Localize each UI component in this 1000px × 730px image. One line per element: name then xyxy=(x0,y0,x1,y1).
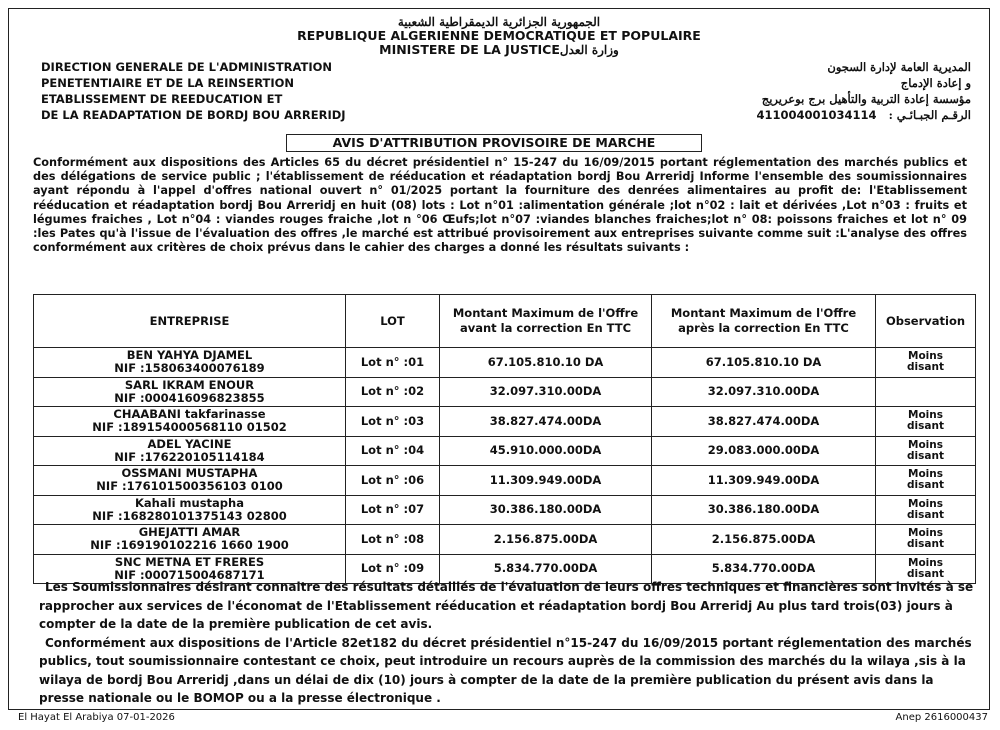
cell-after xyxy=(652,407,876,437)
cell-before xyxy=(440,377,652,407)
lot-number: Lot n° :02 xyxy=(360,384,425,399)
table-row xyxy=(34,466,976,496)
fiscal-id-number: 411004001034114 xyxy=(756,108,877,122)
cell-entreprise xyxy=(34,436,346,466)
observation-line: disant xyxy=(907,567,944,580)
company-name: SARL IKRAM ENOUR xyxy=(124,377,255,392)
fiscal-id-line xyxy=(757,107,971,123)
table-header-row xyxy=(34,295,976,348)
table-row xyxy=(34,525,976,555)
amount-before: 32.097.310.00DA xyxy=(489,384,602,399)
org-line: ETABLISSEMENT DE REEDUCATION ET xyxy=(41,92,283,106)
notice-title: AVIS D'ATTRIBUTION PROVISOIRE DE MARCHE xyxy=(286,134,702,152)
header-after-correction: Montant Maximum de l'Offre après la correction En TTC xyxy=(652,295,876,348)
cell-after xyxy=(652,466,876,496)
cell-observation xyxy=(876,407,976,437)
amount-before: 30.386.180.00DA xyxy=(489,502,602,517)
amount-before: 5.834.770.00DA xyxy=(493,561,598,576)
org-ar-line: مؤسسة إعادة التربية والتأهيل برج بوعريريج xyxy=(761,92,971,106)
amount-before: 67.105.810.10 DA xyxy=(487,354,604,369)
table-row xyxy=(34,348,976,378)
observation-line: Moins xyxy=(908,438,943,451)
org-ar-line: و إعادة الإدماج xyxy=(900,76,971,90)
results-table xyxy=(33,294,976,584)
amount-after: 67.105.810.10 DA xyxy=(705,354,822,369)
republic-name: REPUBLIQUE ALGERIENNE DEMOCRATIQUE ET POPULAIRE xyxy=(297,28,701,43)
company-nif: NIF :158063400076189 xyxy=(114,361,265,376)
fiscal-id-label: الرقـم الجبـائـي : xyxy=(888,108,971,122)
company-name: GHEJATTI AMAR xyxy=(138,525,241,540)
table-row xyxy=(34,436,976,466)
notice-frame xyxy=(8,8,990,710)
header-before-correction: Montant Maximum de l'Offre avant la correction En TTC xyxy=(440,295,652,348)
cell-observation xyxy=(876,495,976,525)
closing-paragraph-1: Les Soumissionnaires désirant connaitre des résultats détaillés de l'évaluation de leurs offres techniques et financières sont invités à se rapprocher aux services de l'économat de l'Etablissement rééducation et réadaptation bordj Bou Arreridj Au plus tard trois(03) jours à compter de la date de la première publication de cet avis. xyxy=(39,580,974,631)
org-line: PENETENTIAIRE ET DE LA REINSERTION xyxy=(41,76,295,90)
table-body xyxy=(34,348,976,584)
cell-lot xyxy=(346,466,440,496)
lot-number: Lot n° :03 xyxy=(360,413,425,428)
observation-line: disant xyxy=(907,538,944,551)
amount-after: 32.097.310.00DA xyxy=(707,384,820,399)
cell-lot xyxy=(346,495,440,525)
observation-line: Moins xyxy=(908,350,943,363)
ministry-name: MINISTERE DE LA JUSTICE xyxy=(379,42,560,57)
republic-arabic: الجمهورية الجزائرية الديمقراطية الشعبية xyxy=(397,15,601,29)
amount-before: 11.309.949.00DA xyxy=(489,472,602,487)
lot-number: Lot n° :08 xyxy=(360,531,425,546)
state-header xyxy=(9,15,989,57)
closing-paragraph-2: Conformément aux dispositions de l'Article 82et182 du décret présidentiel n°15-247 du 16/09/2015 portant réglementation des marchés publics, tout soumissionnaire contestant ce choix, peut introduire un recours auprès de la commission des marchés du la wilaya ,sis à la wilaya de bordj Bou Arreridj ,dans un délai de dix (10) jours à compter de la date de la première publication du présent avis dans la presse nationale ou le BOMOP ou a la presse électronique . xyxy=(39,635,972,705)
cell-entreprise xyxy=(34,348,346,378)
cell-before xyxy=(440,525,652,555)
lot-number: Lot n° :09 xyxy=(360,561,425,576)
anep-reference: Anep 2616000437 xyxy=(895,712,988,723)
org-ar-line: المديرية العامة لإدارة السجون xyxy=(827,60,971,74)
cell-lot xyxy=(346,407,440,437)
lot-number: Lot n° :01 xyxy=(360,354,425,369)
amount-before: 2.156.875.00DA xyxy=(493,531,598,546)
cell-before xyxy=(440,495,652,525)
lot-number: Lot n° :04 xyxy=(360,443,425,458)
table-row xyxy=(34,377,976,407)
company-nif: NIF :000715004687171 xyxy=(114,567,265,582)
observation-line: disant xyxy=(907,420,944,433)
cell-entreprise xyxy=(34,407,346,437)
cell-observation xyxy=(876,525,976,555)
header-entreprise: ENTREPRISE xyxy=(34,295,346,348)
cell-after xyxy=(652,348,876,378)
cell-before xyxy=(440,348,652,378)
observation-line: disant xyxy=(907,361,944,374)
observation-line: Moins xyxy=(908,409,943,422)
company-nif: NIF :176220105114184 xyxy=(114,449,265,464)
company-nif: NIF :169190102216 1660 1900 xyxy=(90,538,289,553)
amount-after: 38.827.474.00DA xyxy=(707,413,820,428)
amount-before: 45.910.000.00DA xyxy=(489,443,602,458)
header-lot: LOT xyxy=(346,295,440,348)
observation-line: disant xyxy=(907,449,944,462)
org-line: DIRECTION GENERALE DE L'ADMINISTRATION xyxy=(41,60,333,74)
cell-observation xyxy=(876,348,976,378)
observation-line: disant xyxy=(907,508,944,521)
amount-before: 38.827.474.00DA xyxy=(489,413,602,428)
table-row xyxy=(34,407,976,437)
amount-after: 5.834.770.00DA xyxy=(711,561,816,576)
company-name: ADEL YACINE xyxy=(147,436,232,451)
org-line: DE LA READAPTATION DE BORDJ BOU ARRERIDJ xyxy=(41,108,346,122)
company-name: OSSMANI MUSTAPHA xyxy=(121,466,258,481)
publication-source: El Hayat El Arabiya 07-01-2026 xyxy=(18,712,175,723)
cell-before xyxy=(440,407,652,437)
observation-line: Moins xyxy=(908,527,943,540)
cell-observation xyxy=(876,436,976,466)
cell-entreprise xyxy=(34,377,346,407)
cell-after xyxy=(652,377,876,407)
cell-before xyxy=(440,436,652,466)
observation-line: disant xyxy=(907,479,944,492)
company-nif: NIF :168280101375143 02800 xyxy=(92,508,287,523)
lot-number: Lot n° :07 xyxy=(360,502,425,517)
observation-line: Moins xyxy=(908,468,943,481)
company-name: BEN YAHYA DJAMEL xyxy=(126,348,253,363)
closing-text xyxy=(39,578,974,708)
company-name: SNC METNA ET FRERES xyxy=(114,554,265,569)
cell-after xyxy=(652,495,876,525)
cell-before xyxy=(440,466,652,496)
cell-entreprise xyxy=(34,466,346,496)
cell-lot xyxy=(346,348,440,378)
header-observation: Observation xyxy=(876,295,976,348)
organization-arabic xyxy=(757,59,971,123)
observation-line: Moins xyxy=(908,497,943,510)
cell-lot xyxy=(346,525,440,555)
company-name: Kahali mustapha xyxy=(135,495,244,510)
amount-after: 11.309.949.00DA xyxy=(707,472,820,487)
cell-entreprise xyxy=(34,525,346,555)
lot-number: Lot n° :06 xyxy=(360,472,425,487)
organization-row xyxy=(9,57,989,123)
ministry-arabic: وزارة العدل xyxy=(559,43,619,57)
company-nif: NIF :189154000568110 01502 xyxy=(92,420,287,435)
cell-observation xyxy=(876,466,976,496)
amount-after: 30.386.180.00DA xyxy=(707,502,820,517)
cell-entreprise xyxy=(34,495,346,525)
cell-lot xyxy=(346,436,440,466)
company-nif: NIF :000416096823855 xyxy=(114,390,265,405)
company-name: CHAABANI takfarinasse xyxy=(113,407,266,422)
amount-after: 29.083.000.00DA xyxy=(707,443,820,458)
observation-line: Moins xyxy=(908,556,943,569)
ministry-line xyxy=(9,43,989,57)
cell-observation xyxy=(876,377,976,407)
company-nif: NIF :176101500356103 0100 xyxy=(96,479,283,494)
cell-after xyxy=(652,525,876,555)
amount-after: 2.156.875.00DA xyxy=(711,531,816,546)
table-row xyxy=(34,495,976,525)
organization-french xyxy=(41,59,346,123)
intro-paragraph: Conformément aux dispositions des Articles 65 du décret présidentiel n° 15-247 du 16/09/2015 portant réglementation des marchés publics et des délégations de service public ; l'établissement de rééducation et réadaptation bordj Bou Arreridj Informe l'ensemble des soumissionnaires ayant répondu à l'appel d'offres national ouvert n° 01/2025 portant la fourniture des denrées alimentaires au profit de: l'Etablissement rééducation et réadaptation bordj Bou Arreridj en huit (08) lots : Lot n°01 :alimentation générale ;lot n°02 : lait et dérivées ,Lot n°03 : fruits et légumes fraiches , Lot n°04 : viandes rouges fraiche ,lot n °06 Œufs;lot n°07 :viandes blanches fraiches;lot n° 08: poissons fraiches et lot n° 09 :les Pates qu'à l'issue de l'évaluation des offres ,le marché est attribué provisoirement aux entreprises suivante comme suit :L'analyse des offres conformément aux critères de choix prévus dans le cahier des charges a donné les résultats suivants : xyxy=(33,156,967,255)
cell-after xyxy=(652,436,876,466)
cell-lot xyxy=(346,377,440,407)
